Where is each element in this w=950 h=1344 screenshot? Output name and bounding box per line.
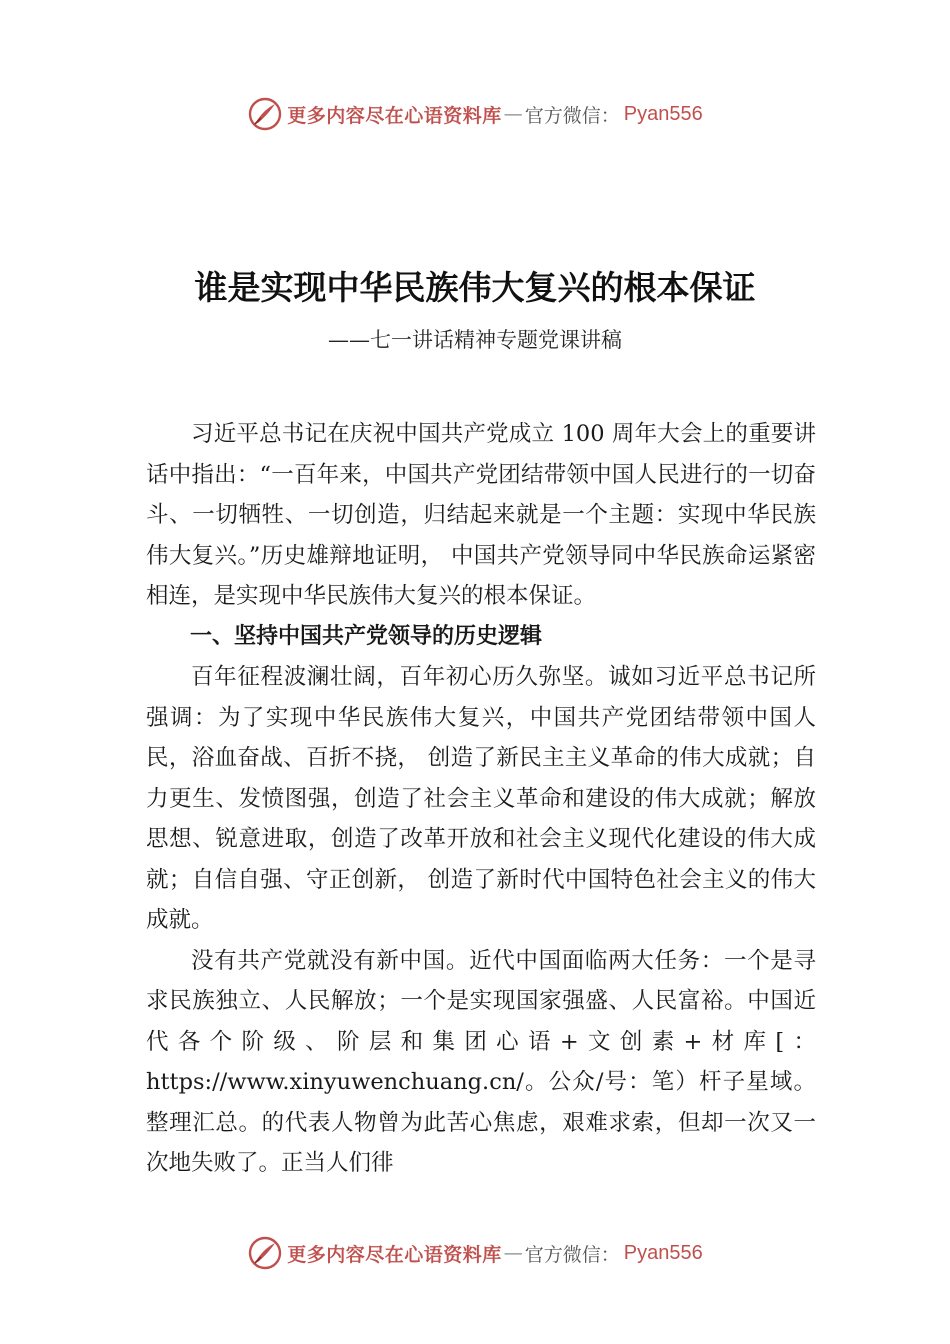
document-body bbox=[146, 414, 816, 1184]
section-heading: 一、坚持中国共产党领导的历史逻辑 bbox=[190, 623, 543, 649]
footer-banner bbox=[0, 1233, 950, 1273]
banner-text: 更多内容尽在心语资料库 bbox=[287, 104, 502, 127]
document-title: 谁是实现中华民族伟大复兴的根本保证 bbox=[194, 268, 756, 307]
wechat-id: Pyan556 bbox=[623, 1241, 703, 1264]
wechat-label: 官方微信： bbox=[524, 1243, 620, 1266]
paragraph-new-china: 没有共产党就没有新中国。近代中国面临两大任务：一个是寻求民族独立、人民解放；一个是实现国家强盛、人民富裕。中国近代各个阶级、阶层和集团心语+文创素+材库[：https://www.xinyuwenchuang.cn/。公众/号：笔）杆子星域。整理汇总。的代表人物曾为此苦心焦虑，艰难求索，但却一次又一次地失败了。正当人们徘 bbox=[146, 947, 816, 1176]
feather-pen-logo-icon bbox=[247, 1235, 283, 1271]
wechat-id: Pyan556 bbox=[623, 102, 703, 125]
banner-text: 更多内容尽在心语资料库 bbox=[287, 1243, 502, 1266]
paragraph-history: 百年征程波澜壮阔，百年初心历久弥坚。诚如习近平总书记所强调：为了实现中华民族伟大复兴，中国共产党团结带领中国人民，浴血奋战、百折不挠， 创造了新民主主义革命的伟大成就；自力更生、发愤图强，创造了社会主义革命和建设的伟大成就；解放思想、锐意进取，创造了改革开放和社会主义现代化建设的伟大成就；自信自强、守正创新， 创造了新时代中国特色社会主义的伟大成就。 bbox=[146, 664, 816, 933]
banner-separator: — bbox=[503, 1242, 523, 1264]
wechat-label: 官方微信： bbox=[524, 104, 620, 127]
banner-separator: — bbox=[503, 103, 523, 125]
document-subtitle: ——七一讲话精神专题党课讲稿 bbox=[328, 328, 622, 352]
paragraph-intro: 习近平总书记在庆祝中国共产党成立 100 周年大会上的重要讲话中指出：“一百年来，中国共产党团结带领中国人民进行的一切奋斗、一切牺牲、一切创造，归结起来就是一个主题：实现中华民族伟大复兴。”历史雄辩地证明， 中国共产党领导同中华民族命运紧密相连，是实现中华民族伟大复兴的根本保证。 bbox=[146, 421, 816, 609]
header-banner bbox=[0, 94, 950, 134]
feather-pen-logo-icon bbox=[247, 96, 283, 132]
